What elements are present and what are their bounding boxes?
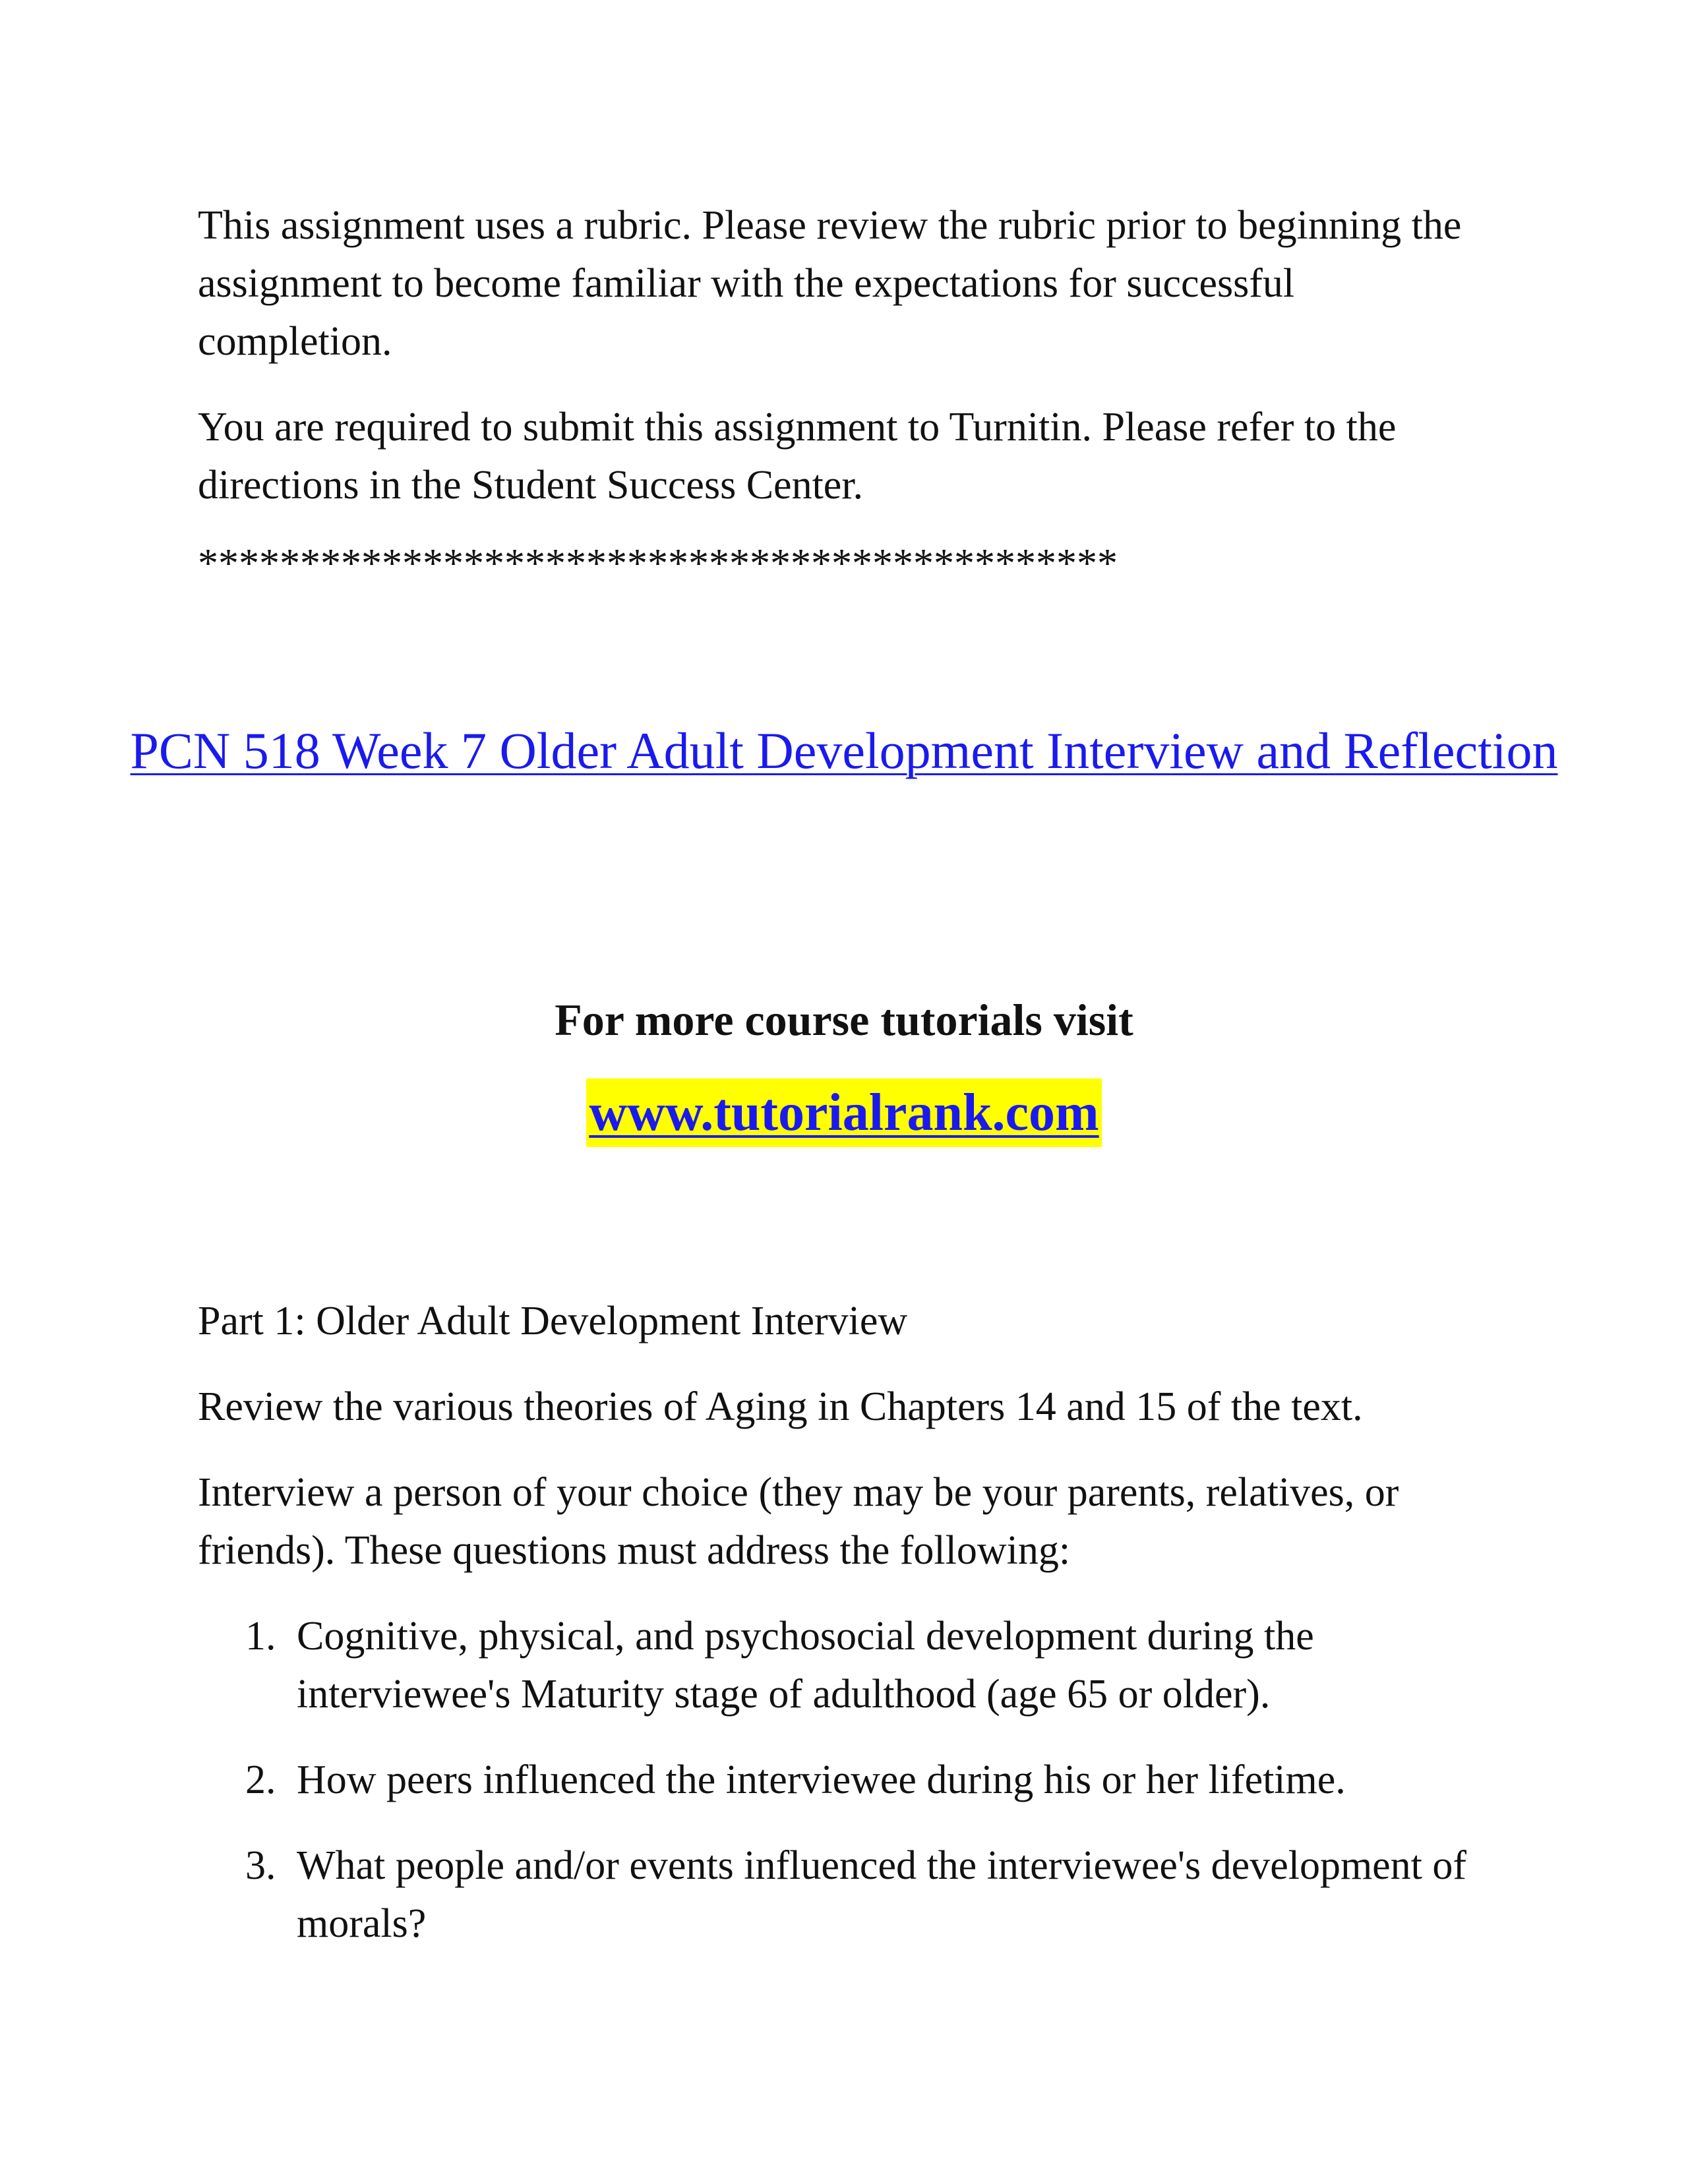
part-heading: Part 1: Older Adult Development Interview [198, 1299, 908, 1343]
promo-site-wrapper [0, 1078, 1688, 1147]
promo-label: For more course tutorials visit [555, 995, 1133, 1045]
interview-instruction: Interview a person of your choice (they may be your parents, relatives, or friends). These questions must address the following: [198, 1470, 1399, 1573]
review-instruction: Review the various theories of Aging in Chapters 14 and 15 of the text. [198, 1384, 1363, 1429]
rubric-note: This assignment uses a rubric. Please review the rubric prior to beginning the assignment to become familiar with the expectations for successful completion. [198, 203, 1462, 364]
list-item-number: 3. [245, 1843, 276, 1888]
list-item-text: How peers influenced the interviewee during his or her lifetime. [297, 1757, 1346, 1802]
promo-site-link[interactable]: www.tutorialrank.com [586, 1078, 1101, 1147]
turnitin-note: You are required to submit this assignment to Turnitin. Please refer to the directions in the Student Success Center. [198, 405, 1397, 508]
list-item-number: 2. [245, 1757, 276, 1802]
separator-line: ********************************************* [198, 541, 1118, 586]
list-item [198, 1837, 1490, 1953]
list-item [198, 1751, 1490, 1809]
requirements-list [198, 1607, 1490, 1980]
title-link[interactable]: PCN 518 Week 7 Older Adult Development Interview and Reflection [130, 722, 1558, 779]
list-item-number: 1. [245, 1614, 276, 1659]
list-item [198, 1607, 1490, 1723]
document-title [0, 715, 1688, 787]
list-item-text: Cognitive, physical, and psychosocial development during the interviewee's Maturity stage of adulthood (age 65 or older). [297, 1614, 1314, 1717]
list-item-text: What people and/or events influenced the interviewee's development of morals? [297, 1843, 1467, 1946]
